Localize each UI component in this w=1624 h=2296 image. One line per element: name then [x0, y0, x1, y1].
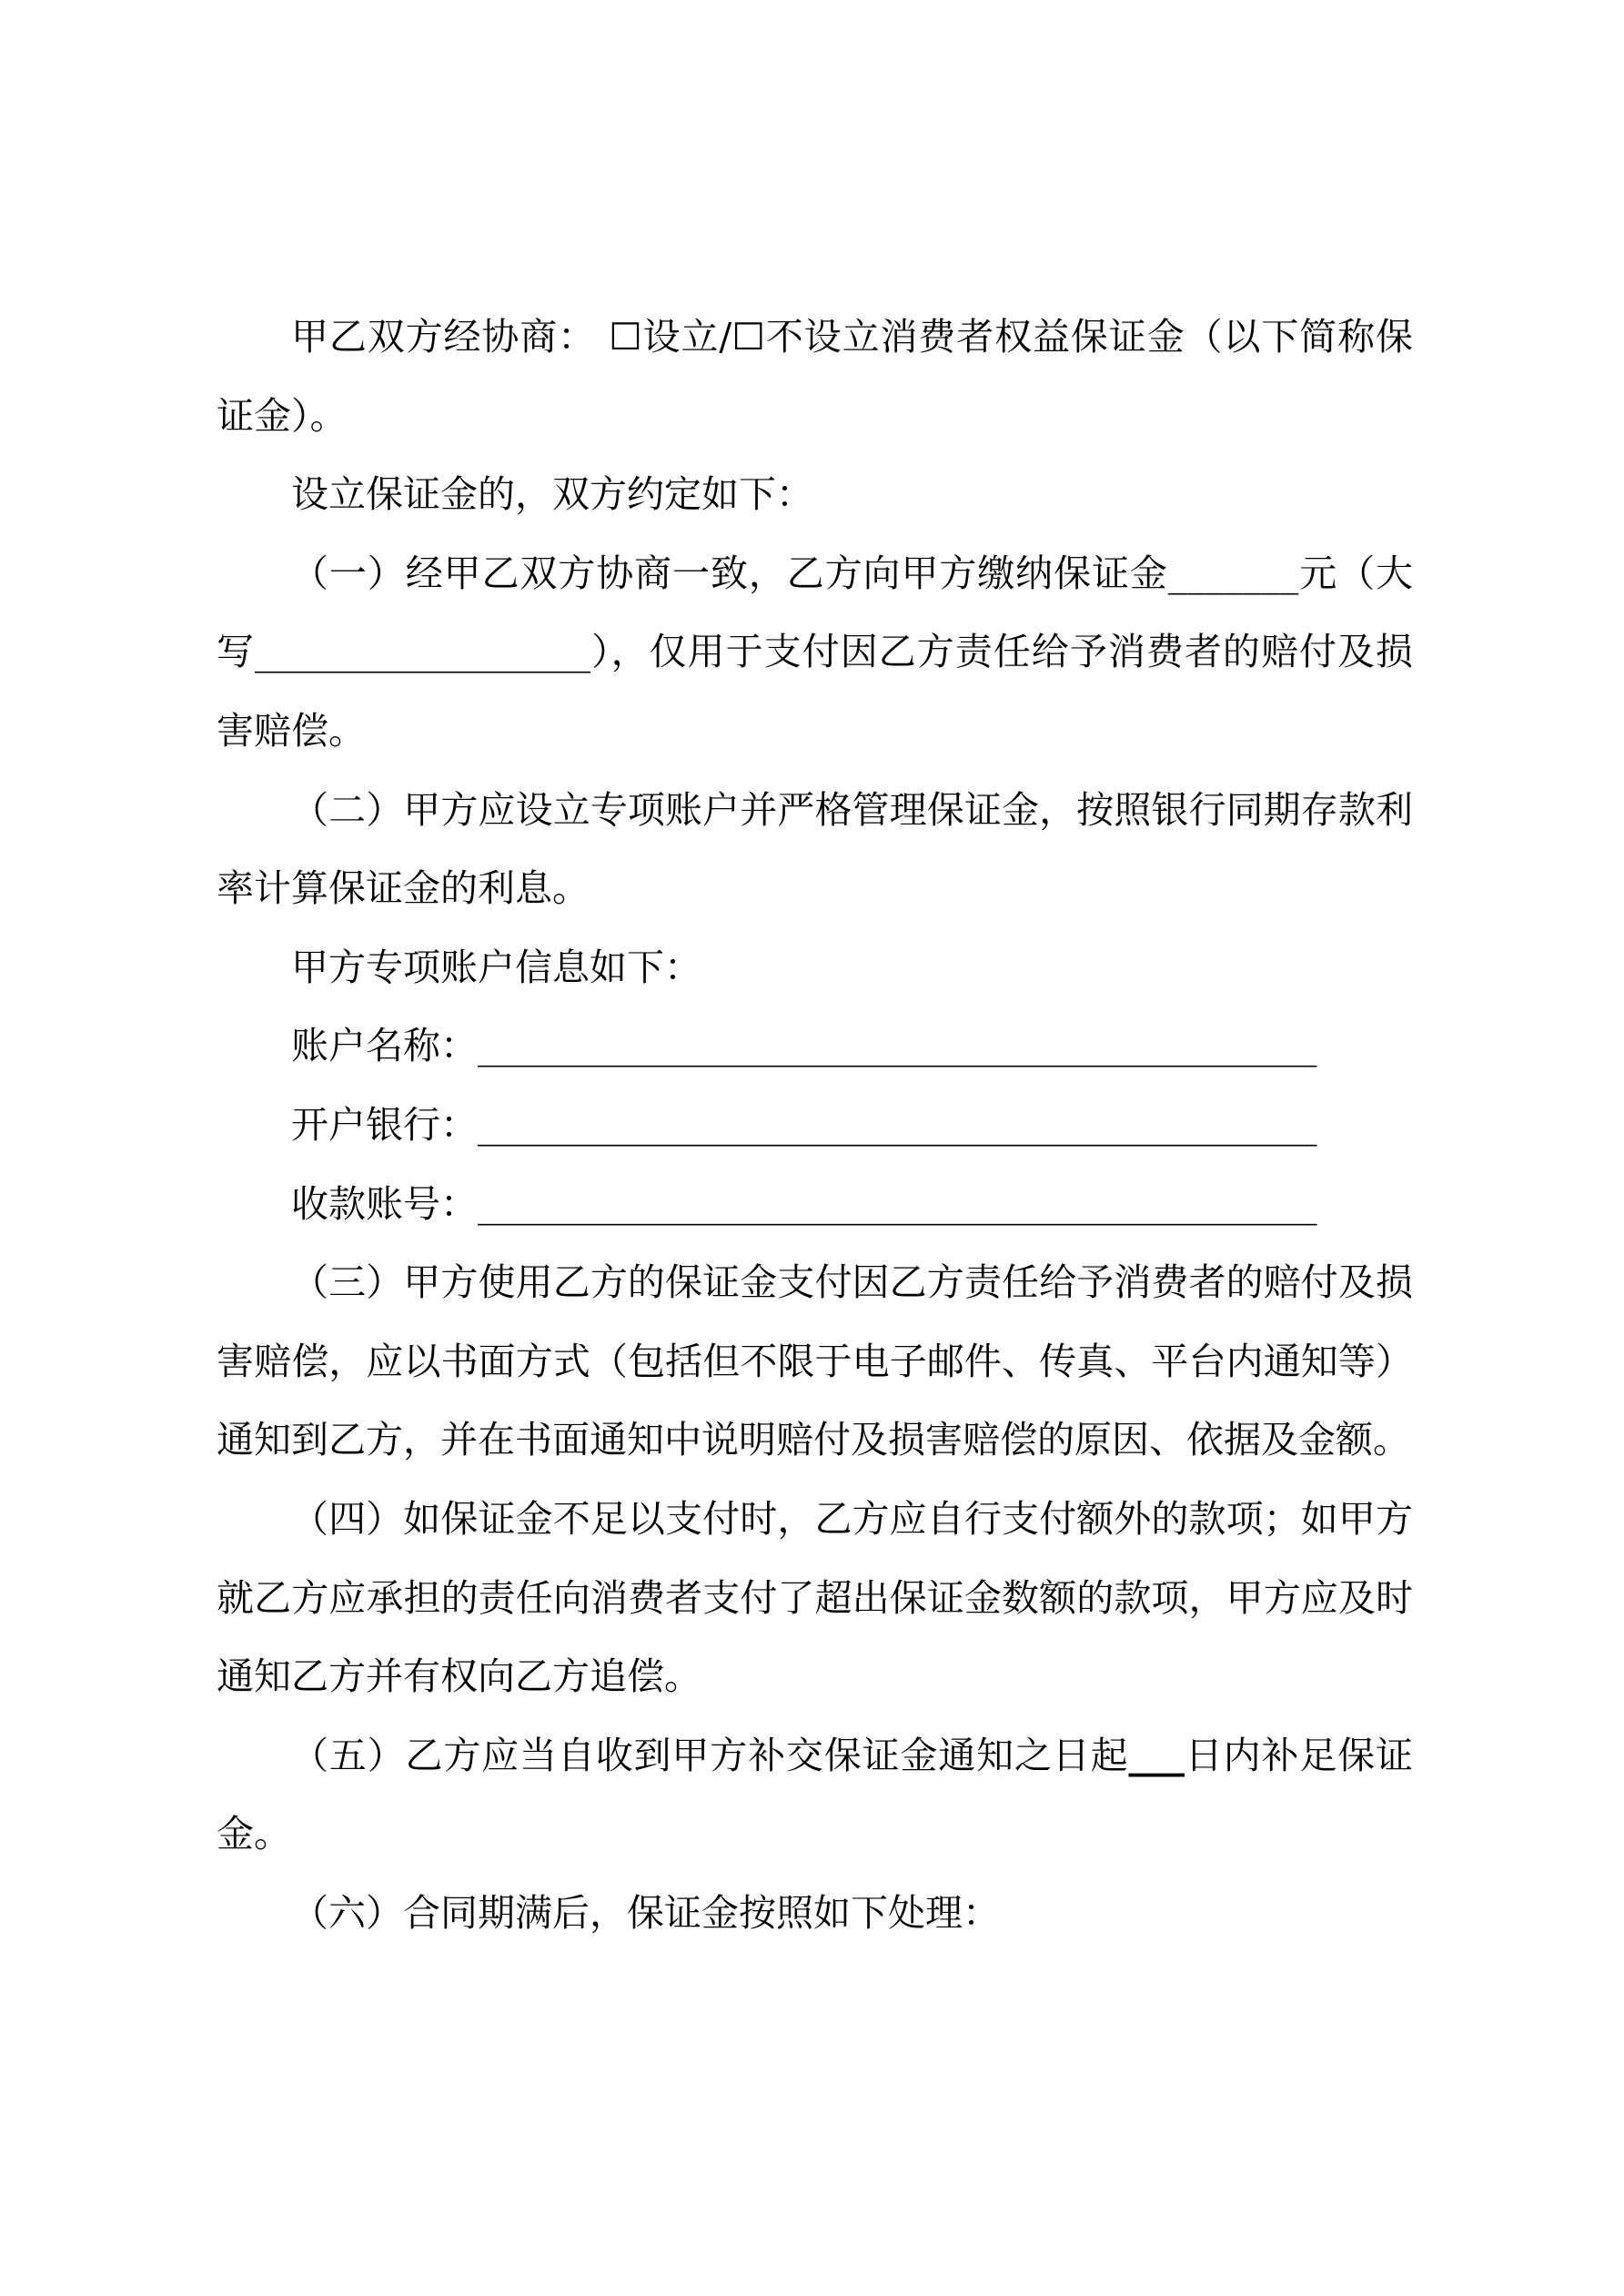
intro-paragraph	[217, 298, 1413, 455]
account-name-blank: _____________________________________________	[478, 1024, 1317, 1068]
establish-option-label: 设立/	[641, 315, 732, 359]
agreement-heading: 设立保证金的，双方约定如下：	[291, 472, 813, 517]
account-name-field	[217, 1006, 1413, 1086]
establish-checkbox-icon: ☐	[608, 315, 642, 359]
account-number-blank: _____________________________________________	[478, 1181, 1317, 1226]
clause-6: （六）合同期满后，保证金按照如下处理：	[291, 1890, 1000, 1935]
clause-1-text-a: （一）经甲乙双方协商一致，乙方向甲方缴纳保证金	[291, 551, 1168, 595]
deposit-amount-words-blank: __________________	[255, 630, 591, 674]
bank-blank: _____________________________________________	[478, 1102, 1317, 1147]
intro-lead: 甲乙双方经协商：	[291, 315, 609, 359]
account-name-label: 账户名称：	[291, 1024, 478, 1068]
clause-4: （四）如保证金不足以支付时，乙方应自行支付额外的款项；如甲方就乙方应承担的责任向消费者支付了超出保证金数额的款项，甲方应及时通知乙方并有权向乙方追偿。	[217, 1496, 1413, 1699]
clause-2: （二）甲方应设立专项账户并严格管理保证金，按照银行同期存款利率计算保证金的利息。	[217, 787, 1413, 911]
clause-1-text-c: ），仅用于支付因乙方责任给予消费者的赔付及损害赔偿。	[217, 630, 1414, 753]
clause-5-text-b: 日内补足保证金。	[217, 1733, 1414, 1856]
clause-3: （三）甲方使用乙方的保证金支付因乙方责任给予消费者的赔付及损害赔偿，应以书面方式（包括但不限于电子邮件、传真、平台内通知等）通知到乙方，并在书面通知中说明赔付及损害赔偿的原因、依据及金额。	[217, 1260, 1413, 1462]
clause-1-text-b: 元（大写	[217, 551, 1414, 674]
document-body	[217, 298, 1413, 1952]
account-heading: 甲方专项账户信息如下：	[291, 945, 701, 989]
account-number-field	[217, 1165, 1413, 1244]
days-blank: ___	[1128, 1733, 1185, 1777]
not-establish-checkbox-icon: ☐	[731, 315, 765, 359]
clause-1	[217, 534, 1413, 771]
clause-5-text-a: （五）乙方应当自收到甲方补交保证金通知之日起	[291, 1733, 1129, 1777]
not-establish-option-label: 不设立消费者权益保证金（以下简称保证金）。	[217, 315, 1413, 438]
clause-5	[217, 1716, 1413, 1874]
account-number-label: 收款账号：	[291, 1181, 478, 1226]
bank-label: 开户银行：	[291, 1102, 478, 1147]
bank-field	[217, 1086, 1413, 1165]
deposit-amount-blank: _______	[1167, 551, 1299, 595]
